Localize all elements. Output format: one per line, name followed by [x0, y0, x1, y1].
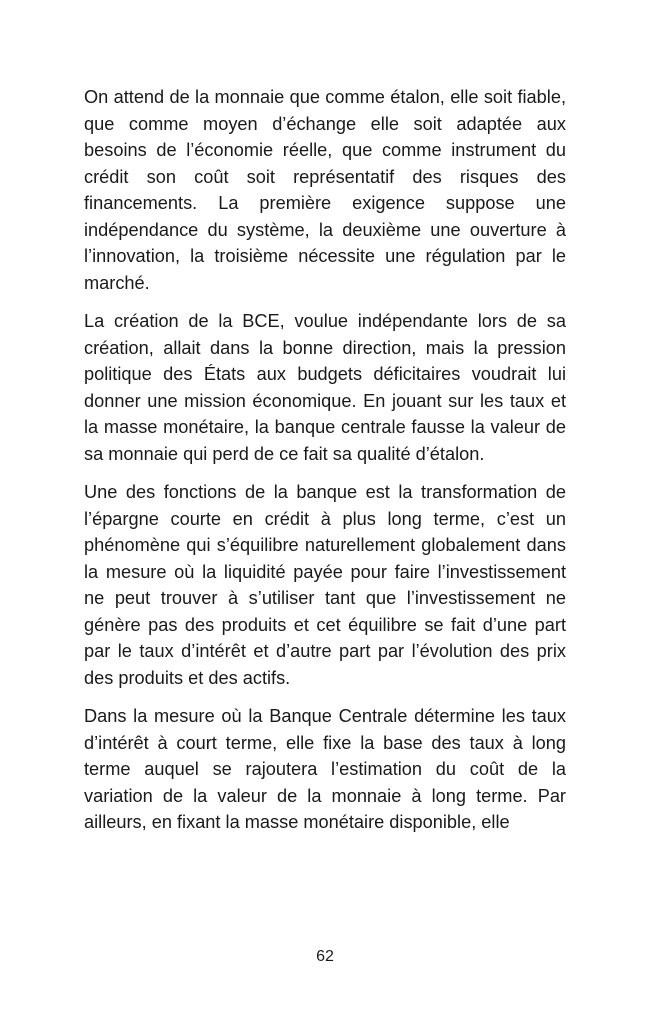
paragraph-2: La création de la BCE, voulue indépendante lors de sa création, allait dans la bonne direction, mais la pression politique des États aux budgets déficitaires voudrait lui donner une mission économique. En jouant sur les taux et la masse monétaire, la banque centrale fausse la valeur de sa monnaie qui perd de ce fait sa qualité d’étalon. [84, 311, 566, 464]
page-number: 62 [316, 948, 334, 965]
paragraph-4: Dans la mesure où la Banque Centrale détermine les taux d’intérêt à court terme, elle fixe la base des taux à long terme auquel se rajoutera l’estimation du coût de la variation de la valeur de la monnaie à long terme. Par ailleurs, en fixant la masse monétaire disponible, elle [84, 706, 566, 832]
paragraph-3: Une des fonctions de la banque est la transformation de l’épargne courte en crédit à plus long terme, c’est un phénomène qui s’équilibre naturellement globalement dans la mesure où la liquidité payée pour faire l’investissement ne peut trouver à s’utiliser tant que l’investissement ne génère pas des produits et cet équilibre se fait d’une part par le taux d’intérêt et d’autre part par l’évolution des prix des produits et des actifs. [84, 482, 566, 688]
paragraph-1: On attend de la monnaie que comme étalon, elle soit fiable, que comme moyen d’échange elle soit adaptée aux besoins de l’économie réelle, que comme instrument du crédit son coût soit représentatif des risques des financements. La première exigence suppose une indépendance du système, la deuxième une ouverture à l’innovation, la troisième nécessite une régulation par le marché. [84, 87, 566, 293]
page-body [84, 84, 566, 848]
